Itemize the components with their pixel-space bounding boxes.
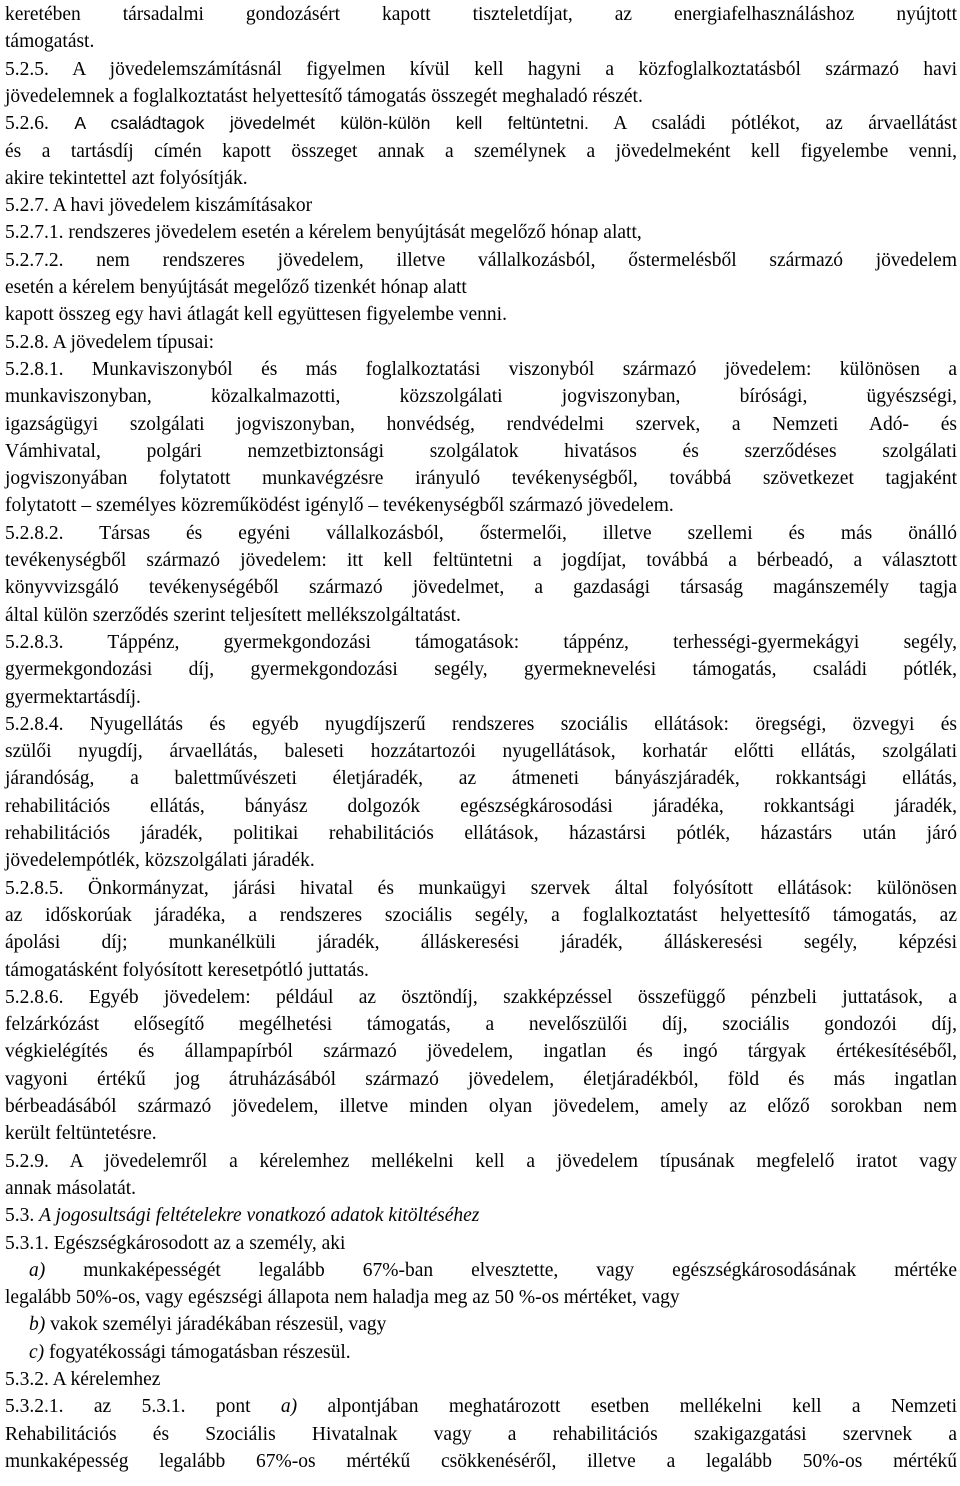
line-text: munkaképességét legalább 67%-ban elvesztette, vagy egészségkárosodásának mértéke (45, 1259, 957, 1281)
text-line (5, 1120, 957, 1147)
text-line (5, 1202, 957, 1229)
text-line (5, 574, 957, 601)
text-line (5, 711, 957, 738)
text-line (5, 820, 957, 847)
list-marker: c) (29, 1341, 45, 1363)
line-text: támogatásként folyósított keresetpótló juttatás. (5, 959, 369, 981)
line-text: igazságügyi szolgálati jogviszonyban, honvédség, rendvédelmi szervek, a Nemzeti Adó- és (5, 413, 957, 435)
text-line (5, 1038, 957, 1065)
line-text: annak másolatát. (5, 1177, 137, 1199)
text-line (5, 929, 957, 956)
line-text: 5.2.9. A jövedelemről a kérelemhez mellékelni kell a jövedelem típusának megfelelő iratot vagy (5, 1150, 957, 1172)
line-text: által külön szerződés szerint teljesített mellékszolgáltatást. (5, 604, 461, 626)
line-text: 5.2.8.3. Táppénz, gyermekgondozási támogatások: táppénz, terhességi-gyermekágyi segély, (5, 631, 957, 653)
text-line (5, 984, 957, 1011)
line-text: folytatott – személyes közreműködést igénylő – tevékenységből származó jövedelem. (5, 495, 674, 517)
text-line (5, 629, 957, 656)
text-line (5, 165, 957, 192)
line-text: vagyoni értékű jog átruházásából származó jövedelem, életjáradékból, föld és más ingatlan (5, 1068, 957, 1090)
text-line (5, 875, 957, 902)
line-text: Rehabilitációs és Szociális Hivatalnak vagy a rehabilitációs szakigazgatási szervnek a (5, 1423, 957, 1445)
text-line (5, 656, 957, 683)
line-text: könyvvizsgáló tevékenységéből származó jövedelmet, a gazdasági társaság magánszemély tagja (5, 577, 957, 599)
line-text: akire tekintettel azt folyósítják. (5, 167, 248, 189)
text-line (5, 1366, 957, 1393)
line-text: 5.2.7. A havi jövedelem kiszámításakor (5, 195, 313, 217)
line-text: 5.2.8.1. Munkaviszonyból és más foglalkoztatási viszonyból származó jövedelem: különösen a (5, 358, 957, 380)
text-line (5, 1230, 957, 1257)
line-text: 5.2.8.4. Nyugellátás és egyéb nyugdíjszerű rendszeres szociális ellátások: öregségi, özvegyi és (5, 713, 957, 735)
line-text: legalább 50%-os, vagy egészségi állapota nem haladja meg az 50 %-os mértéket, vagy (5, 1287, 680, 1309)
text-line (5, 1093, 957, 1120)
line-text: került feltüntetésre. (5, 1123, 157, 1145)
text-line (5, 1393, 957, 1420)
heading-text: A családtagok jövedelmét külön-külön kell feltüntetni. (74, 113, 589, 134)
text-line (5, 83, 957, 110)
line-text: 5.3.2. A kérelemhez (5, 1369, 161, 1390)
line-text: 5.2.8. A jövedelem típusai: (5, 331, 215, 353)
line-text: bérbeadásából származó jövedelem, illetve minden olyan jövedelem, amely az előző sorokban nem (5, 1096, 957, 1117)
line-text: tevékenységből származó jövedelem: itt kell feltüntetni a jogdíjat, továbbá a bérbeadó, a választott (5, 550, 957, 571)
text-line (5, 301, 957, 328)
italic-text: A jogosultsági feltételekre vonatkozó adatok kitöltéséhez (39, 1205, 480, 1227)
line-text: szülői nyugdíj, árvaellátás, baleseti hozzátartozói nyugellátások, korhatár előtti ellátás, szolgálati (5, 741, 957, 763)
line-text-tail: A családi pótlékot, az árvaellátást (588, 113, 957, 135)
line-text: támogatást. (5, 31, 95, 53)
line-text: és a tartásdíj címén kapott összeget annak a személynek a jövedelmeként kell figyelembe venni, (5, 140, 957, 162)
line-text: fogyatékossági támogatásban részesül. (44, 1341, 351, 1363)
text-line (5, 1, 957, 28)
line-text: ápolási díj; munkanélküli járadék, álláskeresési járadék, álláskeresési segély, képzési (5, 932, 957, 954)
line-text: 5.2.6. (5, 113, 75, 135)
line-text: jövedelempótlék, közszolgálati járadék. (5, 850, 315, 872)
line-text: 5.3.1. Egészségkárosodott az a személy, aki (5, 1232, 346, 1254)
text-line (5, 438, 957, 465)
text-line (5, 492, 957, 519)
list-marker: b) (29, 1314, 46, 1336)
line-text: 5.2.8.5. Önkormányzat, járási hivatal és munkaügyi szervek által folyósított ellátások: különösen (5, 877, 957, 899)
line-text: járandóság, a balettművészeti életjáradék, az átmeneti bányászjáradék, rokkantsági ellátás, (5, 768, 957, 790)
line-text: keretében társadalmi gondozásért kapott tiszteletdíjat, az energiafelhasználáshoz nyújtott (5, 4, 957, 25)
line-text: gyermekgondozási díj, gyermekgondozási segély, gyermeknevelési támogatás, családi pótlék, (5, 659, 957, 681)
text-line (5, 1284, 957, 1311)
text-line (5, 465, 957, 492)
text-line (5, 793, 957, 820)
text-line (5, 1448, 957, 1475)
line-text: 5.2.5. A jövedelemszámításnál figyelmen kívül kell hagyni a közfoglalkoztatásból származó havi (5, 58, 957, 80)
text-line (5, 247, 957, 274)
line-text: jövedelemnek a foglalkoztatást helyettesítő támogatás összegét meghaladó részét. (5, 85, 643, 107)
line-text: 5.3. (5, 1205, 40, 1227)
text-line (5, 383, 957, 410)
line-text: 5.2.8.2. Társas és egyéni vállalkozásból, őstermelői, illetve szellemi és más önálló (5, 522, 957, 544)
text-line (5, 684, 957, 711)
text-line (5, 547, 957, 574)
text-line (5, 356, 957, 383)
line-text: 5.2.7.2. nem rendszeres jövedelem, illetve vállalkozásból, őstermelésből származó jövedelem (5, 249, 957, 271)
text-line (5, 28, 957, 55)
text-line (5, 110, 957, 137)
line-text: vakok személyi járadékában részesül, vagy (45, 1314, 387, 1336)
text-line (5, 411, 957, 438)
text-line (5, 520, 957, 547)
text-line (5, 1011, 957, 1038)
line-text-tail: alpontjában meghatározott esetben mellékelni kell a Nemzeti (297, 1396, 957, 1418)
text-line (5, 1257, 957, 1284)
text-line (5, 765, 957, 792)
line-text: gyermektartásdíj. (5, 686, 141, 708)
text-line (5, 138, 957, 165)
text-line (5, 1066, 957, 1093)
line-text: esetén a kérelem benyújtását megelőző tizenkét hónap alatt (5, 277, 467, 298)
line-text: végkielégítés és állampapírból származó jövedelem, ingatlan és ingó tárgyak értékesítéséből, (5, 1041, 957, 1063)
text-line (5, 738, 957, 765)
text-line (5, 56, 957, 83)
line-text: Vámhivatal, polgári nemzetbiztonsági szolgálatok hivatásos és szerződéses szolgálati (5, 440, 957, 462)
text-line (5, 1148, 957, 1175)
line-text: felzárkózást elősegítő megélhetési támogatás, a nevelőszülői díj, szociális gondozói díj, (5, 1014, 957, 1036)
text-line (5, 1311, 957, 1338)
text-line (5, 274, 957, 301)
text-line (5, 192, 957, 219)
text-line (5, 1175, 957, 1202)
line-text: 5.2.8.6. Egyéb jövedelem: például az ösztöndíj, szakképzéssel összefüggő pénzbeli juttatások, a (5, 986, 957, 1008)
line-text: jogviszonyában folytatott munkavégzésre irányuló tevékenységből, továbbá szövetkezet tagjaként (5, 468, 957, 490)
text-line (5, 1421, 957, 1448)
text-line (5, 219, 957, 246)
list-marker: a) (29, 1259, 46, 1281)
text-line (5, 957, 957, 984)
text-line (5, 602, 957, 629)
text-line (5, 329, 957, 356)
line-text: rehabilitációs járadék, politikai rehabilitációs ellátások, házastársi pótlék, házastárs után járó (5, 823, 957, 844)
line-text: az időskorúak járadéka, a rendszeres szociális segély, a foglalkoztatást helyettesítő támogatás, az (5, 904, 957, 926)
line-text: 5.2.7.1. rendszeres jövedelem esetén a kérelem benyújtását megelőző hónap alatt, (5, 222, 642, 244)
line-text: kapott összeg egy havi átlagát kell együttesen figyelembe venni. (5, 304, 507, 326)
line-text: rehabilitációs ellátás, bányász dolgozók egészségkárosodási járadéka, rokkantsági járadék, (5, 795, 957, 817)
italic-text: a) (280, 1396, 298, 1418)
text-line (5, 847, 957, 874)
line-text: 5.3.2.1. az 5.3.1. pont (5, 1396, 281, 1418)
text-line (5, 1339, 957, 1366)
text-line (5, 902, 957, 929)
line-text: munkaképesség legalább 67%-os mértékű csökkenéséről, illetve a legalább 50%-os mértékű (5, 1450, 957, 1472)
line-text: munkaviszonyban, közalkalmazotti, közszolgálati jogviszonyban, bírósági, ügyészségi, (5, 386, 957, 408)
